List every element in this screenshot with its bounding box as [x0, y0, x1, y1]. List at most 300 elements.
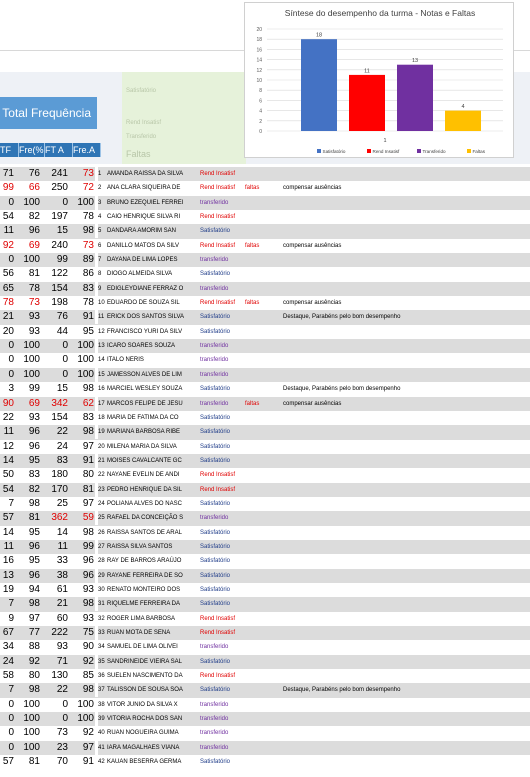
cell-tf[interactable]: 78: [2, 297, 14, 309]
cell-tf[interactable]: 13: [2, 569, 14, 581]
cell-tf[interactable]: 22: [2, 411, 14, 423]
cell-fta[interactable]: 71: [56, 655, 68, 667]
student-name[interactable]: BRUNO EZEQUIEL FERREI: [107, 199, 184, 206]
student-name[interactable]: IARA MAGALHAES VIANA: [107, 744, 180, 751]
student-name[interactable]: SUELEN NASCIMENTO DA: [107, 673, 183, 680]
student-name[interactable]: TALISSON DE SOUSA SOA: [107, 687, 183, 694]
table-row[interactable]: [0, 511, 530, 525]
cell-frea[interactable]: 59: [82, 512, 94, 524]
student-name[interactable]: RAY DE BARROS ARAÚJO: [107, 558, 182, 565]
student-status[interactable]: Rend Insatisf: [200, 171, 236, 177]
table-row[interactable]: [0, 310, 530, 324]
cell-frea[interactable]: 95: [82, 325, 94, 337]
student-status[interactable]: Satisfatório: [200, 457, 231, 464]
cell-fre[interactable]: 77: [28, 627, 40, 638]
student-name[interactable]: RAYANE FERREIRA DE SO: [107, 572, 183, 579]
student-name[interactable]: RENATO MONTEIRO DOS: [107, 586, 181, 593]
cell-tf[interactable]: 0: [8, 741, 14, 753]
cell-frea[interactable]: 85: [82, 670, 94, 682]
student-name[interactable]: EDIGLEYDIANE FERRAZ O: [107, 285, 184, 292]
cell-tf[interactable]: 14: [2, 454, 14, 466]
cell-frea[interactable]: 86: [82, 268, 94, 280]
student-name[interactable]: RIQUELME FERREIRA DA: [107, 601, 181, 608]
cell-fre[interactable]: 94: [28, 583, 40, 595]
table-row[interactable]: [0, 411, 530, 425]
student-name[interactable]: RAISSA SANTOS DE ARAL: [107, 529, 182, 536]
student-observation[interactable]: compensar ausências: [283, 185, 342, 192]
cell-fre[interactable]: 97: [28, 612, 40, 624]
cell-fta[interactable]: 180: [51, 469, 68, 481]
cell-tf[interactable]: 0: [8, 727, 14, 739]
cell-frea[interactable]: 78: [82, 297, 94, 309]
cell-fre[interactable]: 100: [23, 340, 40, 352]
student-status[interactable]: Satisfatório: [200, 328, 231, 335]
cell-fre[interactable]: 99: [28, 383, 40, 395]
cell-frea[interactable]: 98: [82, 526, 94, 538]
cell-fta[interactable]: 22: [56, 684, 68, 696]
cell-fre[interactable]: 92: [28, 655, 40, 667]
table-row[interactable]: [0, 397, 530, 411]
student-observation[interactable]: Destaque, Parabéns pelo bom desempenho: [283, 314, 401, 321]
cell-frea[interactable]: 100: [77, 698, 94, 710]
table-row[interactable]: [0, 224, 530, 238]
table-row[interactable]: [0, 339, 530, 353]
table-row[interactable]: [0, 597, 530, 611]
student-name[interactable]: MARIA DE FATIMA DA CO: [107, 414, 179, 421]
table-row[interactable]: [0, 167, 530, 181]
cell-frea[interactable]: 98: [82, 684, 94, 696]
cell-frea[interactable]: 73: [82, 239, 94, 251]
student-name[interactable]: MARCIEL WESLEY SOUZA: [107, 386, 183, 393]
student-name[interactable]: DANDARA AMORIM SAN: [107, 228, 177, 235]
cell-tf[interactable]: 90: [2, 397, 14, 409]
student-name[interactable]: AMANDA RAISSA DA SILVA: [107, 171, 184, 177]
table-row[interactable]: [0, 353, 530, 367]
cell-fre[interactable]: 100: [23, 368, 40, 380]
cell-tf[interactable]: 14: [2, 526, 14, 538]
cell-fre[interactable]: 100: [23, 254, 40, 266]
student-status[interactable]: Rend Insatisf: [200, 242, 236, 249]
cell-frea[interactable]: 100: [77, 713, 94, 725]
column-header-fta[interactable]: FT A: [45, 143, 73, 157]
cell-frea[interactable]: 92: [82, 655, 94, 667]
student-status[interactable]: Satisfatório: [200, 558, 231, 565]
cell-fre[interactable]: 82: [28, 483, 40, 495]
table-row[interactable]: [0, 569, 530, 583]
cell-fre[interactable]: 96: [28, 225, 40, 237]
student-status[interactable]: Satisfatório: [200, 572, 231, 579]
student-status[interactable]: Satisfatório: [200, 658, 231, 665]
cell-fta[interactable]: 154: [51, 411, 68, 423]
cell-fta[interactable]: 240: [51, 239, 68, 251]
cell-frea[interactable]: 91: [82, 311, 94, 323]
cell-tf[interactable]: 65: [2, 282, 14, 294]
table-row[interactable]: [0, 626, 530, 640]
student-name[interactable]: ANA CLARA SIQUEIRA DE: [107, 185, 181, 192]
cell-fta[interactable]: 342: [51, 397, 68, 409]
student-status[interactable]: Rend Insatisf: [200, 673, 236, 680]
table-row[interactable]: [0, 554, 530, 568]
cell-frea[interactable]: 96: [82, 555, 94, 567]
table-row[interactable]: [0, 239, 530, 253]
cell-fta[interactable]: 0: [62, 698, 68, 710]
cell-fta[interactable]: 70: [56, 756, 68, 768]
student-status[interactable]: transferido: [200, 257, 229, 264]
cell-tf[interactable]: 54: [2, 211, 14, 223]
cell-fta[interactable]: 76: [56, 311, 68, 323]
cell-frea[interactable]: 96: [82, 569, 94, 581]
cell-fta[interactable]: 170: [51, 483, 68, 495]
cell-fre[interactable]: 96: [28, 426, 40, 438]
student-name[interactable]: POLIANA ALVES DO NASC: [107, 500, 182, 507]
table-row[interactable]: [0, 640, 530, 654]
student-name[interactable]: FRANCISCO YURI DA SILV: [107, 328, 183, 335]
student-status[interactable]: Satisfatório: [200, 759, 231, 766]
student-name[interactable]: MOISES CAVALCANTE GC: [107, 457, 182, 464]
cell-frea[interactable]: 99: [82, 540, 94, 552]
cell-fre[interactable]: 93: [28, 325, 40, 337]
student-status[interactable]: Satisfatório: [200, 586, 231, 593]
cell-fre[interactable]: 69: [28, 239, 40, 251]
student-status[interactable]: Rend Insatisf: [200, 185, 236, 192]
student-name[interactable]: DANILLO MATOS DA SILV: [107, 242, 180, 249]
cell-frea[interactable]: 98: [82, 598, 94, 610]
cell-tf[interactable]: 71: [2, 168, 14, 179]
cell-tf[interactable]: 58: [2, 670, 14, 682]
student-name[interactable]: DAYANA DE LIMA LOPES: [107, 257, 178, 264]
cell-fre[interactable]: 98: [28, 497, 40, 509]
cell-tf[interactable]: 50: [2, 469, 14, 481]
cell-frea[interactable]: 91: [82, 756, 94, 768]
student-name[interactable]: ITALO NERIS: [107, 357, 144, 364]
table-row[interactable]: [0, 583, 530, 597]
chart-panel[interactable]: [244, 2, 514, 158]
cell-frea[interactable]: 98: [82, 426, 94, 438]
table-row[interactable]: [0, 741, 530, 755]
student-status[interactable]: Satisfatório: [200, 443, 231, 450]
table-row[interactable]: [0, 726, 530, 740]
cell-fta[interactable]: 25: [56, 497, 68, 509]
cell-frea[interactable]: 100: [77, 340, 94, 352]
student-name[interactable]: ROGER LIMA BARBOSA: [107, 615, 176, 622]
student-faltas[interactable]: faltas: [245, 400, 260, 407]
cell-frea[interactable]: 83: [82, 282, 94, 294]
student-name[interactable]: JAMESSON ALVES DE LIM: [107, 371, 182, 378]
student-status[interactable]: Rend Insatisf: [200, 630, 236, 636]
cell-fta[interactable]: 38: [56, 569, 68, 581]
cell-frea[interactable]: 75: [82, 627, 94, 638]
student-status[interactable]: Satisfatório: [200, 414, 231, 421]
cell-tf[interactable]: 24: [2, 655, 14, 667]
student-observation[interactable]: compensar ausências: [283, 242, 342, 249]
cell-tf[interactable]: 99: [2, 182, 14, 194]
cell-tf[interactable]: 0: [8, 254, 14, 266]
cell-fta[interactable]: 197: [51, 211, 68, 223]
column-header-tf[interactable]: TF: [0, 143, 19, 157]
cell-fta[interactable]: 0: [62, 713, 68, 725]
student-status[interactable]: transferido: [200, 515, 229, 522]
cell-fta[interactable]: 130: [51, 670, 68, 682]
student-status[interactable]: transferido: [200, 400, 229, 407]
student-status[interactable]: Rend Insatisf: [200, 486, 236, 493]
column-header-fre[interactable]: Fre(%: [19, 145, 44, 155]
cell-frea[interactable]: 97: [82, 497, 94, 509]
student-status[interactable]: transferido: [200, 716, 229, 723]
cell-fta[interactable]: 122: [51, 268, 68, 280]
table-row[interactable]: [0, 440, 530, 454]
cell-fre[interactable]: 100: [23, 698, 40, 710]
student-name[interactable]: ICARO SOARES SOUZA: [107, 343, 176, 350]
cell-tf[interactable]: 67: [2, 627, 14, 638]
student-name[interactable]: SAMUEL DE LIMA OLIVEI: [107, 644, 178, 651]
student-observation[interactable]: compensar ausências: [283, 300, 342, 307]
student-status[interactable]: Satisfatório: [200, 500, 231, 507]
student-name[interactable]: NAYANE EVELIN DE ANDI: [107, 472, 180, 479]
cell-tf[interactable]: 12: [2, 440, 14, 452]
cell-fta[interactable]: 83: [56, 454, 68, 466]
cell-fre[interactable]: 96: [28, 440, 40, 452]
student-observation[interactable]: compensar ausências: [283, 400, 342, 407]
cell-frea[interactable]: 73: [82, 168, 94, 179]
cell-fta[interactable]: 73: [56, 727, 68, 739]
table-row[interactable]: [0, 612, 530, 626]
cell-tf[interactable]: 21: [2, 311, 14, 323]
cell-fre[interactable]: 83: [28, 469, 40, 481]
cell-fta[interactable]: 93: [56, 641, 68, 653]
cell-tf[interactable]: 16: [2, 555, 14, 567]
cell-fre[interactable]: 88: [28, 641, 40, 653]
cell-frea[interactable]: 100: [77, 354, 94, 366]
student-name[interactable]: RAISSA SILVA SANTOS: [107, 543, 173, 550]
student-name[interactable]: VITOR JUNIO DA SILVA X: [107, 701, 178, 708]
cell-fta[interactable]: 362: [51, 512, 68, 524]
cell-fre[interactable]: 95: [28, 454, 40, 466]
student-status[interactable]: Satisfatório: [200, 529, 231, 536]
student-name[interactable]: MILENA MARIA DA SILVA: [107, 443, 177, 450]
cell-tf[interactable]: 9: [8, 612, 14, 624]
cell-fta[interactable]: 15: [56, 383, 68, 395]
cell-fta[interactable]: 0: [62, 354, 68, 366]
cell-fta[interactable]: 14: [56, 526, 68, 538]
cell-frea[interactable]: 100: [77, 196, 94, 208]
cell-frea[interactable]: 62: [82, 397, 94, 409]
cell-frea[interactable]: 98: [82, 225, 94, 237]
table-row[interactable]: [0, 368, 530, 382]
table-row[interactable]: [0, 755, 530, 769]
student-status[interactable]: Rend Insatisf: [200, 615, 236, 622]
student-status[interactable]: Rend Insatisf: [200, 214, 236, 221]
cell-fre[interactable]: 95: [28, 526, 40, 538]
student-name[interactable]: KAUAN BESERRA GERMA: [107, 759, 182, 766]
student-status[interactable]: Satisfatório: [200, 271, 231, 278]
cell-frea[interactable]: 78: [82, 211, 94, 223]
student-name[interactable]: ERICK DOS SANTOS SILVA: [107, 314, 185, 321]
table-row[interactable]: [0, 210, 530, 224]
table-row[interactable]: [0, 296, 530, 310]
cell-fre[interactable]: 98: [28, 684, 40, 696]
student-status[interactable]: transferido: [200, 199, 229, 206]
table-row[interactable]: [0, 655, 530, 669]
cell-fta[interactable]: 250: [51, 182, 68, 194]
student-name[interactable]: PEDRO HENRIQUE DA SIL: [107, 486, 183, 493]
table-row[interactable]: [0, 196, 530, 210]
student-status[interactable]: Satisfatório: [200, 228, 231, 235]
cell-fre[interactable]: 96: [28, 569, 40, 581]
student-status[interactable]: Rend Insatisf: [200, 300, 236, 307]
cell-fre[interactable]: 93: [28, 411, 40, 423]
cell-tf[interactable]: 7: [8, 598, 14, 610]
student-name[interactable]: VITORIA ROCHA DOS SAN: [107, 716, 183, 723]
student-name[interactable]: MARIANA BARBOSA RIBE: [107, 429, 181, 436]
cell-tf[interactable]: 56: [2, 268, 14, 280]
cell-fre[interactable]: 100: [23, 354, 40, 366]
table-row[interactable]: [0, 454, 530, 468]
cell-fta[interactable]: 99: [56, 254, 68, 266]
student-status[interactable]: Satisfatório: [200, 314, 231, 321]
cell-tf[interactable]: 0: [8, 713, 14, 725]
student-name[interactable]: EDUARDO DE SOUZA SIL: [107, 300, 180, 307]
student-name[interactable]: DIOGO ALMEIDA SILVA: [107, 271, 173, 278]
cell-fre[interactable]: 100: [23, 196, 40, 208]
cell-fre[interactable]: 100: [23, 727, 40, 739]
table-row[interactable]: [0, 497, 530, 511]
student-status[interactable]: Rend Insatisf: [200, 472, 236, 479]
student-status[interactable]: transferido: [200, 730, 229, 737]
table-row[interactable]: [0, 483, 530, 497]
cell-fta[interactable]: 21: [56, 598, 68, 610]
cell-fta[interactable]: 23: [56, 741, 68, 753]
cell-tf[interactable]: 11: [3, 225, 14, 237]
cell-fre[interactable]: 80: [28, 670, 40, 682]
cell-fta[interactable]: 15: [56, 225, 68, 237]
table-row[interactable]: [0, 698, 530, 712]
cell-fre[interactable]: 96: [28, 540, 40, 552]
cell-frea[interactable]: 93: [82, 612, 94, 624]
cell-fre[interactable]: 82: [28, 211, 40, 223]
cell-frea[interactable]: 83: [82, 411, 94, 423]
cell-fta[interactable]: 241: [51, 168, 68, 179]
cell-frea[interactable]: 81: [82, 483, 94, 495]
student-status[interactable]: transferido: [200, 285, 229, 292]
cell-fre[interactable]: 81: [28, 268, 40, 280]
student-faltas[interactable]: faltas: [245, 242, 260, 249]
cell-tf[interactable]: 92: [2, 239, 14, 251]
cell-fre[interactable]: 93: [28, 311, 40, 323]
cell-frea[interactable]: 72: [82, 182, 94, 194]
table-row[interactable]: [0, 267, 530, 281]
cell-frea[interactable]: 98: [82, 383, 94, 395]
student-name[interactable]: RUAN NOGUEIRA GUIMA: [107, 730, 179, 737]
cell-fre[interactable]: 100: [23, 713, 40, 725]
cell-tf[interactable]: 20: [2, 325, 14, 337]
cell-frea[interactable]: 92: [82, 727, 94, 739]
cell-fre[interactable]: 81: [28, 756, 40, 768]
cell-fre[interactable]: 66: [28, 182, 40, 194]
cell-fta[interactable]: 24: [56, 440, 68, 452]
cell-fta[interactable]: 0: [62, 368, 68, 380]
student-faltas[interactable]: faltas: [245, 300, 260, 307]
cell-fre[interactable]: 69: [28, 397, 40, 409]
cell-fre[interactable]: 98: [28, 598, 40, 610]
student-observation[interactable]: Destaque, Parabéns pelo bom desempenho: [283, 386, 401, 393]
cell-frea[interactable]: 91: [82, 454, 94, 466]
student-status[interactable]: Satisfatório: [200, 543, 231, 550]
student-status[interactable]: Satisfatório: [200, 386, 231, 393]
student-status[interactable]: transferido: [200, 343, 229, 350]
student-observation[interactable]: Destaque, Parabéns pelo bom desempenho: [283, 687, 401, 694]
table-row[interactable]: [0, 253, 530, 267]
cell-tf[interactable]: 0: [8, 698, 14, 710]
student-status[interactable]: transferido: [200, 701, 229, 708]
cell-fta[interactable]: 198: [51, 297, 68, 309]
cell-tf[interactable]: 57: [2, 512, 14, 524]
cell-fta[interactable]: 0: [62, 196, 68, 208]
student-name[interactable]: SANDRINEIDE VIEIRA SAL: [107, 658, 183, 665]
student-status[interactable]: Satisfatório: [200, 687, 231, 694]
cell-fta[interactable]: 22: [56, 426, 68, 438]
cell-fta[interactable]: 222: [51, 627, 68, 638]
table-row[interactable]: [0, 540, 530, 554]
cell-tf[interactable]: 0: [8, 340, 14, 352]
student-faltas[interactable]: faltas: [245, 185, 260, 192]
table-row[interactable]: [0, 181, 530, 195]
cell-frea[interactable]: 97: [82, 440, 94, 452]
cell-fta[interactable]: 61: [56, 583, 68, 595]
cell-frea[interactable]: 97: [82, 741, 94, 753]
cell-fta[interactable]: 33: [56, 555, 68, 567]
cell-fre[interactable]: 73: [28, 297, 40, 309]
cell-fta[interactable]: 154: [51, 282, 68, 294]
table-row[interactable]: [0, 425, 530, 439]
table-row[interactable]: [0, 712, 530, 726]
cell-fre[interactable]: 95: [28, 555, 40, 567]
student-status[interactable]: transferido: [200, 357, 229, 364]
column-header-frea[interactable]: Fre.A: [73, 143, 101, 157]
cell-fre[interactable]: 81: [28, 512, 40, 524]
student-name[interactable]: RUAN MOTA DE SENA: [107, 630, 171, 636]
cell-tf[interactable]: 34: [2, 641, 14, 653]
table-row[interactable]: [0, 683, 530, 697]
cell-tf[interactable]: 7: [8, 684, 14, 696]
cell-frea[interactable]: 89: [82, 254, 94, 266]
student-status[interactable]: transferido: [200, 744, 229, 751]
table-row[interactable]: [0, 325, 530, 339]
cell-tf[interactable]: 54: [2, 483, 14, 495]
student-name[interactable]: MARCOS FELIPE DE JESU: [107, 400, 183, 407]
table-row[interactable]: [0, 669, 530, 683]
table-row[interactable]: [0, 468, 530, 482]
student-status[interactable]: transferido: [200, 371, 229, 378]
cell-tf[interactable]: 0: [8, 368, 14, 380]
cell-fta[interactable]: 44: [56, 325, 68, 337]
table-row[interactable]: [0, 282, 530, 296]
cell-tf[interactable]: 57: [2, 756, 14, 768]
table-row[interactable]: [0, 382, 530, 396]
cell-frea[interactable]: 100: [77, 368, 94, 380]
cell-tf[interactable]: 11: [3, 426, 14, 438]
student-status[interactable]: transferido: [200, 644, 229, 651]
cell-fta[interactable]: 60: [56, 612, 68, 624]
cell-frea[interactable]: 90: [82, 641, 94, 653]
table-row[interactable]: [0, 526, 530, 540]
cell-fta[interactable]: 11: [57, 540, 68, 552]
student-name[interactable]: RAFAEL DA CONCEIÇÃO S: [107, 515, 184, 522]
cell-fre[interactable]: 76: [28, 168, 40, 179]
cell-fre[interactable]: 78: [28, 282, 40, 294]
cell-fta[interactable]: 0: [62, 340, 68, 352]
student-status[interactable]: Satisfatório: [200, 429, 231, 436]
cell-tf[interactable]: 0: [8, 354, 14, 366]
